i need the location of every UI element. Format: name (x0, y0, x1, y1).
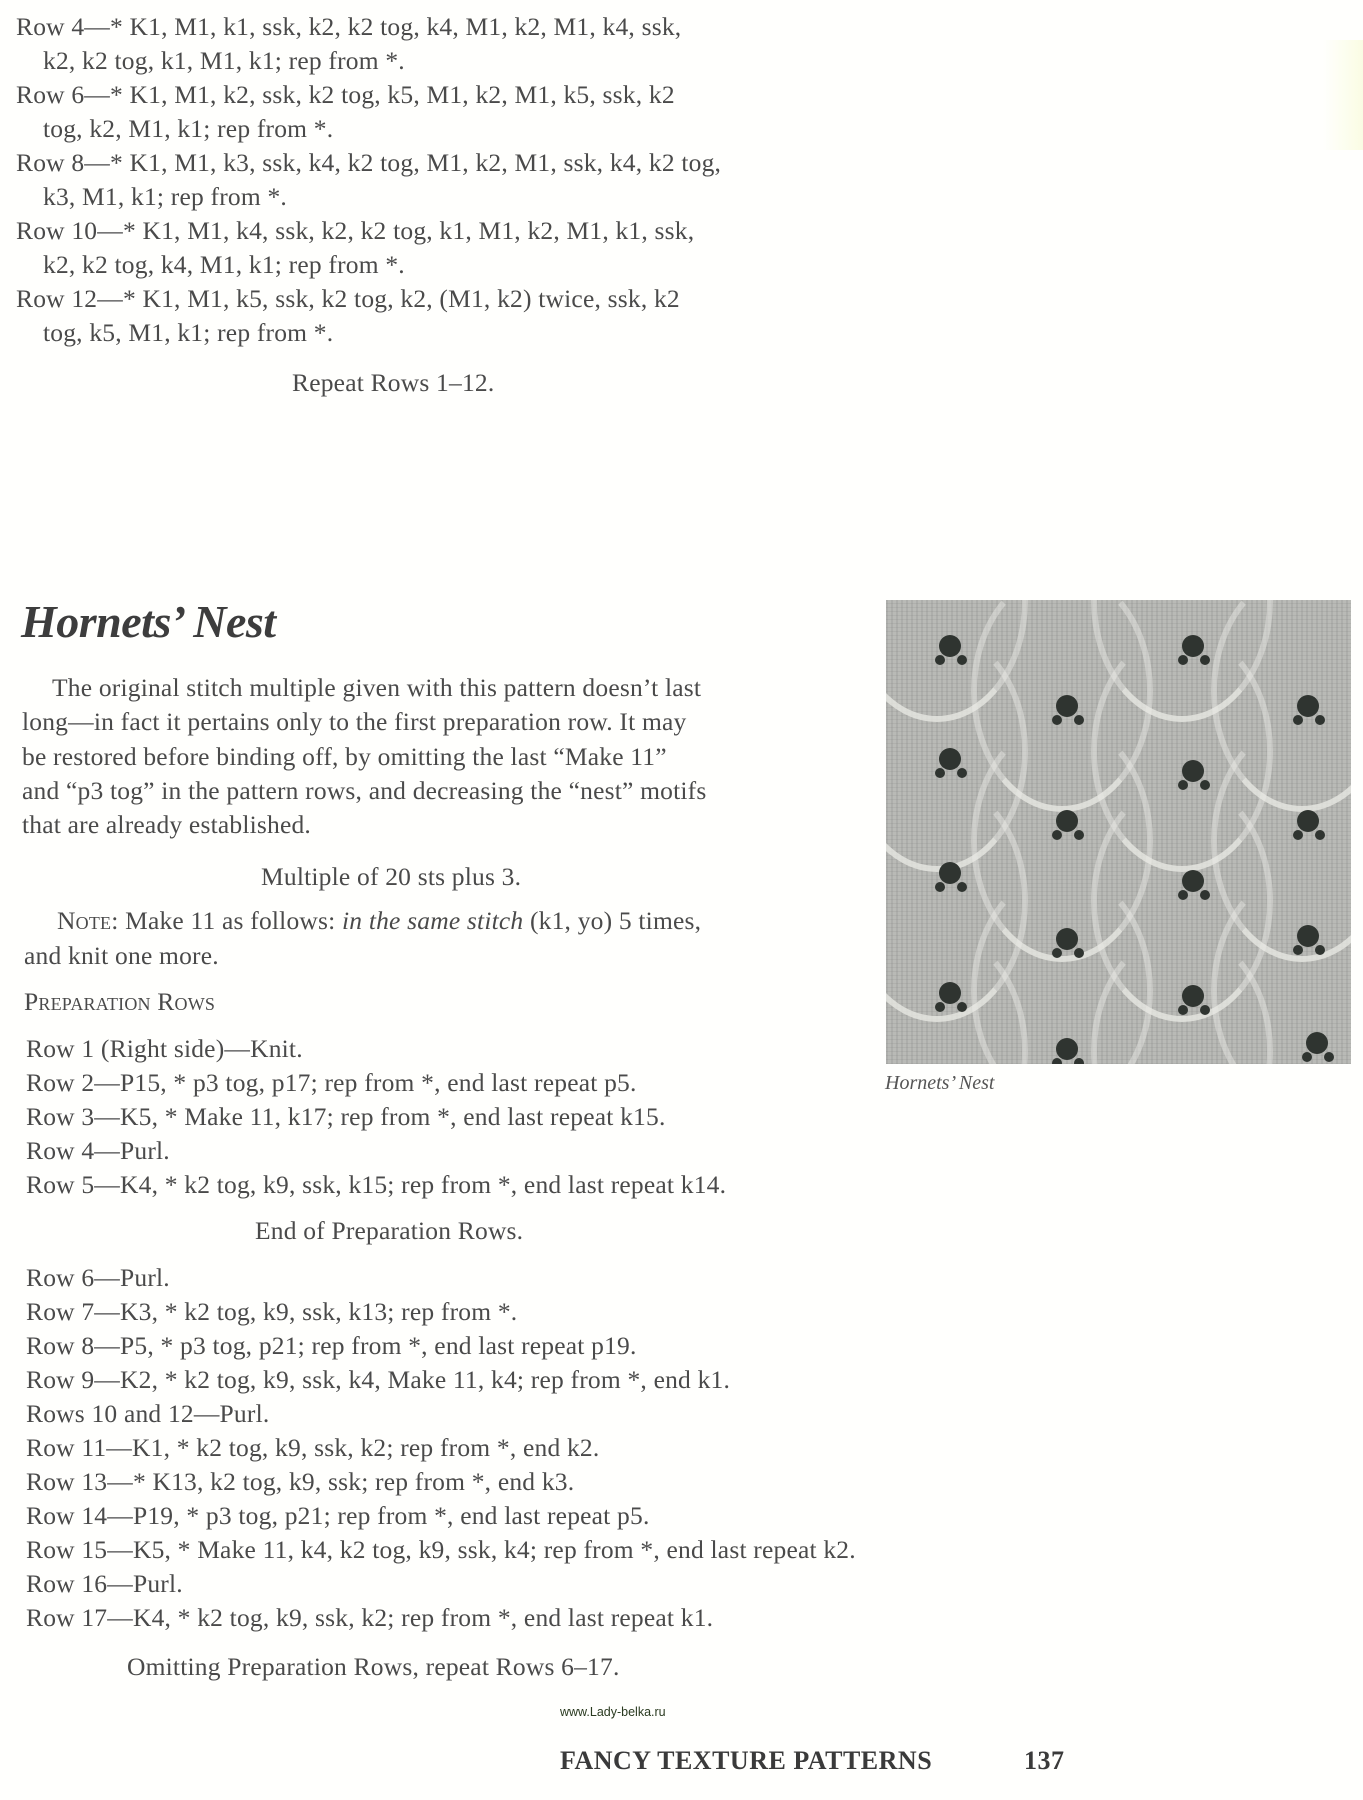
row-line: Row 10—* K1, M1, k4, ssk, k2, k2 tog, k1, M1, k2, M1, k1, ssk, (16, 216, 695, 245)
nest-motif (939, 982, 961, 1004)
preparation-heading: Preparation Rows (24, 987, 216, 1016)
note-text: (k1, yo) 5 times, (523, 906, 702, 935)
nest-motif (1306, 1032, 1328, 1054)
intro-line: long—in fact it pertains only to the first preparation row. It may (22, 707, 687, 736)
note-text: Make 11 as follows: (118, 906, 343, 935)
pattern-row: Row 16—Purl. (26, 1569, 183, 1598)
prep-row: Row 1 (Right side)—Knit. (26, 1034, 303, 1063)
note-line (57, 906, 701, 936)
nest-motif (1297, 925, 1319, 947)
nest-motif (1056, 1038, 1078, 1060)
prep-row: Row 4—Purl. (26, 1136, 170, 1165)
prep-end: End of Preparation Rows. (255, 1216, 524, 1245)
prep-row: Row 3—K5, * Make 11, k17; rep from *, end last repeat k15. (26, 1102, 666, 1131)
pattern-row: Row 6—Purl. (26, 1263, 170, 1292)
pattern-row: Row 11—K1, * k2 tog, k9, ssk, k2; rep from *, end k2. (26, 1433, 600, 1462)
row-line: Row 8—* K1, M1, k3, ssk, k4, k2 tog, M1, k2, M1, ssk, k4, k2 tog, (16, 148, 722, 177)
row-line-continued: tog, k5, M1, k1; rep from *. (43, 318, 334, 347)
page-tint (1323, 40, 1363, 150)
watermark-link[interactable]: www.Lady-belka.ru (560, 1705, 666, 1719)
row-line: Row 6—* K1, M1, k2, ssk, k2 tog, k5, M1, k2, M1, k5, ssk, k2 (16, 80, 675, 109)
knitting-swatch-photo (886, 600, 1351, 1064)
pattern-row: Rows 10 and 12—Purl. (26, 1399, 270, 1428)
nest-motif (1056, 810, 1078, 832)
intro-line: and “p3 tog” in the pattern rows, and decreasing the “nest” motifs (22, 776, 707, 805)
intro-line: The original stitch multiple given with this pattern doesn’t last (52, 673, 702, 702)
row-line-continued: tog, k2, M1, k1; rep from *. (43, 114, 334, 143)
nest-motif (1182, 870, 1204, 892)
prep-row: Row 2—P15, * p3 tog, p17; rep from *, end last repeat p5. (26, 1068, 637, 1097)
note-label: Note: (57, 906, 119, 935)
nest-motif (1056, 928, 1078, 950)
intro-line: that are already established. (22, 810, 312, 839)
pattern-row: Row 8—P5, * p3 tog, p21; rep from *, end last repeat p19. (26, 1331, 637, 1360)
pattern-row: Row 9—K2, * k2 tog, k9, ssk, k4, Make 11, k4; rep from *, end k1. (26, 1365, 731, 1394)
row-line: Row 4—* K1, M1, k1, ssk, k2, k2 tog, k4, M1, k2, M1, k4, ssk, (16, 12, 682, 41)
nest-motif (939, 862, 961, 884)
pattern-row: Row 13—* K13, k2 tog, k9, ssk; rep from *, end k3. (26, 1467, 575, 1496)
nest-motif (939, 748, 961, 770)
nest-motif (1056, 695, 1078, 717)
pattern-title: Hornets’ Nest (21, 596, 276, 647)
note-italic: in the same stitch (342, 906, 524, 935)
row-line-continued: k2, k2 tog, k4, M1, k1; rep from *. (43, 250, 405, 279)
row-line: Row 12—* K1, M1, k5, ssk, k2 tog, k2, (M1, k2) twice, ssk, k2 (16, 284, 680, 313)
pattern-row: Row 14—P19, * p3 tog, p21; rep from *, end last repeat p5. (26, 1501, 650, 1530)
pattern-row: Row 7—K3, * k2 tog, k9, ssk, k13; rep from *. (26, 1297, 518, 1326)
prep-row: Row 5—K4, * k2 tog, k9, ssk, k15; rep from *, end last repeat k14. (26, 1170, 727, 1199)
nest-motif (1297, 810, 1319, 832)
pattern-row: Row 17—K4, * k2 tog, k9, ssk, k2; rep from *, end last repeat k1. (26, 1603, 714, 1632)
nest-motif (1182, 635, 1204, 657)
photo-caption: Hornets’ Nest (885, 1072, 995, 1094)
stitch-multiple: Multiple of 20 sts plus 3. (261, 862, 522, 891)
page-number: 137 (1024, 1746, 1065, 1775)
intro-line: be restored before binding off, by omitting the last “Make 11” (22, 742, 667, 771)
nest-motif (939, 635, 961, 657)
section-footer: FANCY TEXTURE PATTERNS (560, 1746, 933, 1775)
nest-motif (1182, 760, 1204, 782)
nest-motif (1297, 695, 1319, 717)
row-line-continued: k3, M1, k1; rep from *. (43, 182, 287, 211)
closing-instruction: Omitting Preparation Rows, repeat Rows 6–17. (127, 1652, 620, 1681)
pattern-row: Row 15—K5, * Make 11, k4, k2 tog, k9, ssk, k4; rep from *, end last repeat k2. (26, 1535, 856, 1564)
note-line-continued: and knit one more. (24, 941, 219, 970)
nest-motif (1182, 985, 1204, 1007)
repeat-instruction: Repeat Rows 1–12. (292, 368, 495, 397)
row-line-continued: k2, k2 tog, k1, M1, k1; rep from *. (43, 46, 405, 75)
